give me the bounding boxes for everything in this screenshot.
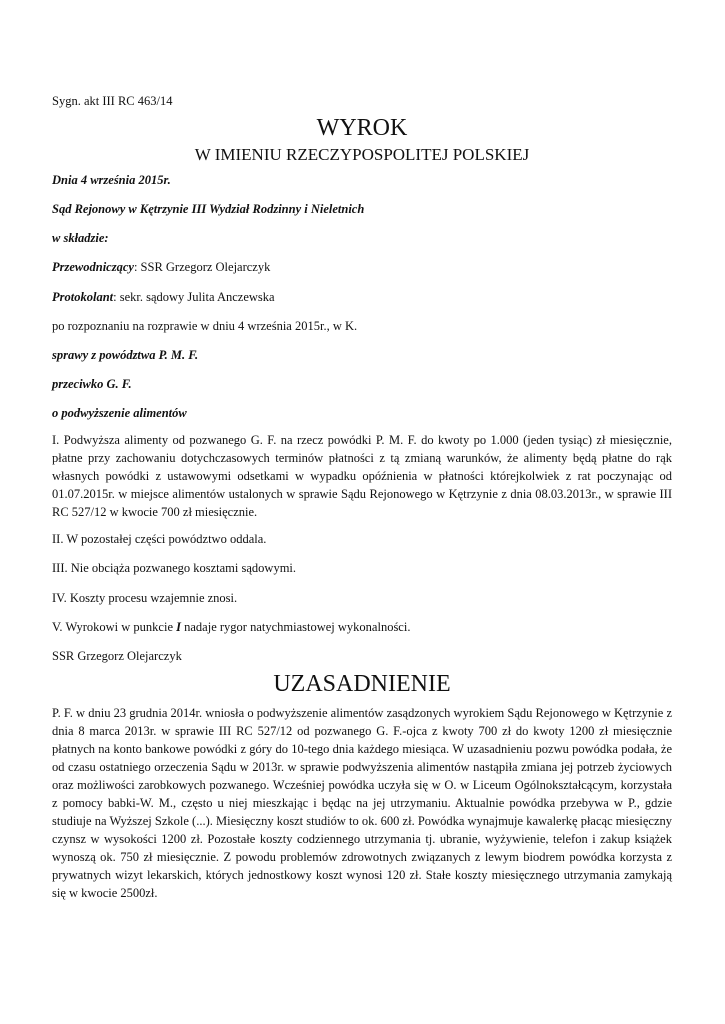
hearing-info: po rozpoznaniu na rozprawie w dniu 4 września 2015r., w K.	[52, 319, 358, 333]
court-clerk	[52, 288, 275, 306]
verdict-date: Dnia 4 września 2015r.	[52, 173, 171, 187]
presiding-judge	[52, 258, 270, 276]
case-subject: o podwyższenie alimentów	[52, 406, 187, 420]
case-defendant: przeciwko G. F.	[52, 377, 132, 391]
composition-label: w składzie:	[52, 231, 109, 245]
case-plaintiff: sprawy z powództwa P. M. F.	[52, 348, 199, 362]
document-title: WYROK	[316, 115, 408, 141]
verdict-point-1: I. Podwyższa alimenty od pozwanego G. F. na rzecz powódki P. M. F. do kwoty po 1.000 (jeden tysiąc) zł miesięcznie, płatne przy zachowaniu dotychczasowych terminów płatności z tą zmianą warunków, że alimenty będą płatne do rąk własnych powódki z ustawowymi odsetkami w wypadku opóźnienia w płatności którejkolwiek z rat poczynając od 01.07.2015r. w miejsce alimentów ustalonych w sprawie Sądu Rejonowego w Kętrzynie z dnia 08.03.2013r., w sprawie III RC 527/12 w kwocie 700 zł miesięcznie.	[52, 433, 672, 519]
justification-paragraph: P. F. w dniu 23 grudnia 2014r. wniosła o podwyższenie alimentów zasądzonych wyrokiem Sądu Rejonowego w Kętrzynie z dnia 8 marca 2013r. w sprawie III RC 527/12 od pozwanego G. F.-ojca z kwoty 700 zł do kwoty 1200 zł miesięcznie płatnych na konto bankowe powódki z góry do 10-tego dnia każdego miesiąca. W uzasadnieniu pozwu powódka podała, że od czasu ostatniego orzeczenia Sądu w 2013r. w sprawie podwyższenia alimentów nastąpiła zmiana jej potrzeb życiowych oraz możliwości zarobkowych pozwanego. Wcześniej powódka uczyła się w O. w Liceum Ogólnokształcącym, korzystała z pomocy babki-W. M., często u niej mieszkając i będąc na jej utrzymaniu. Aktualnie powódka przebywa w P., gdzie studiuje na Wyższej Szkole (...). Miesięczny koszt studiów to ok. 600 zł. Powódka wynajmuje kawalerkę płacąc miesięczny czynsz w wysokości 1200 zł. Pozostałe koszty codziennego utrzymania tj. ubranie, wyżywienie, telefon i zakup książek wynoszą ok. 750 zł miesięcznie. Z powodu problemów zdrowotnych związanych z lewym biodrem powódka korzysta z prywatnych wizyt lekarskich, których jednostkowy koszt wynosi 120 zł. Stałe koszty miesięcznego utrzymania zamykają się w kwocie 2500zł.	[52, 706, 672, 900]
clerk-value: : sekr. sądowy Julita Anczewska	[113, 290, 275, 304]
point5-ref: I	[176, 620, 181, 634]
court-name: Sąd Rejonowy w Kętrzynie III Wydział Rodzinny i Nieletnich	[52, 202, 365, 216]
presiding-label: Przewodniczący	[52, 260, 134, 274]
justification-heading: UZASADNIENIE	[273, 671, 451, 697]
verdict-point-4: IV. Koszty procesu wzajemnie znosi.	[52, 591, 238, 605]
clerk-label: Protokolant	[52, 290, 114, 304]
verdict-point-2: II. W pozostałej części powództwo oddala.	[52, 532, 267, 546]
presiding-value: : SSR Grzegorz Olejarczyk	[133, 260, 271, 274]
point5-suffix: nadaje rygor natychmiastowej wykonalności.	[181, 620, 411, 634]
verdict-point-5	[52, 618, 410, 636]
signature: SSR Grzegorz Olejarczyk	[52, 649, 182, 663]
case-number: Sygn. akt III RC 463/14	[52, 94, 173, 108]
document-subtitle: W IMIENIU RZECZYPOSPOLITEJ POLSKIEJ	[194, 145, 530, 164]
point5-prefix: V. Wyrokowi w punkcie	[52, 620, 177, 634]
verdict-point-3: III. Nie obciąża pozwanego kosztami sądowymi.	[52, 561, 297, 575]
